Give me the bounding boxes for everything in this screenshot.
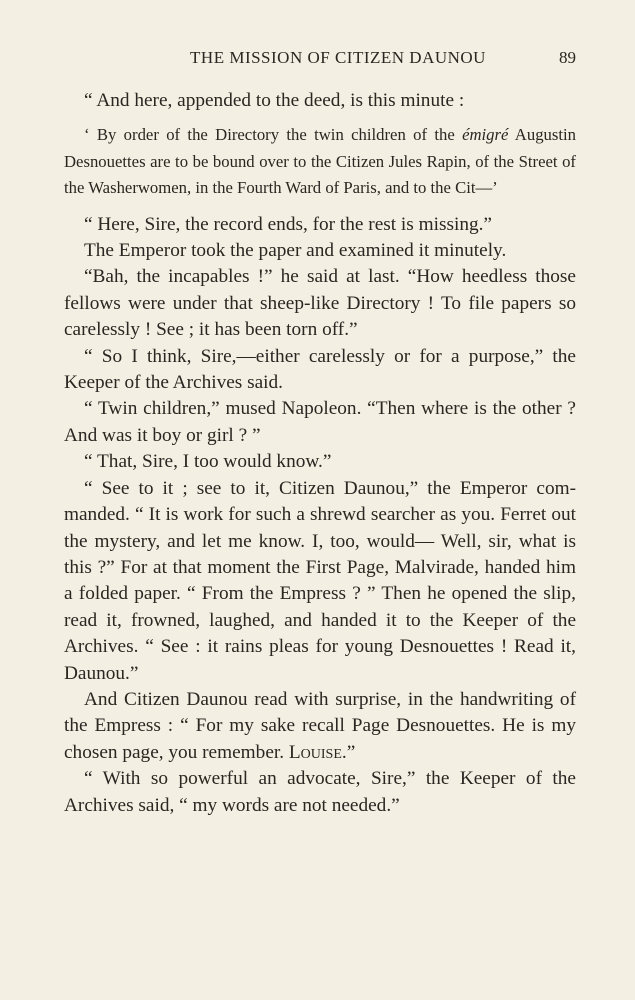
paragraph-text: And Citizen Daunou read with surprise, in the handwriting of the Empress : “ For my sake recall Page Desnouettes. He is my chosen page, you remember. <box>64 688 576 763</box>
running-title: THE MISSION OF CITIZEN DAUNOU <box>190 48 486 67</box>
running-head <box>64 48 576 74</box>
paragraph: “Bah, the incapables !” he said at last. “How heedless those fellows were under that sheep-like Directory ! To file papers so carelessly ! See ; it has been torn off.” <box>64 266 576 341</box>
paragraph: “ That, Sire, I too would know.” <box>84 451 332 473</box>
paragraph: “ See to it ; see to it, Citizen Daunou,” the Emperor commanded. “ It is work for such a shrewd searcher as you. Ferret out the mystery, and let me know. I, too, would— Well, sir, what is this ?” For at that moment the First Page, Malvirade, handed him a folded paper. “ From the Empress ? ” Then he opened the slip, read it, frowned, laughed, and handed it to the Keeper of the Archives. “ See : it rains pleas for young Desnouettes ! Read it, Daunou.” <box>64 477 576 684</box>
paragraph-text: .” <box>341 741 356 763</box>
signature-name: Louise <box>288 741 342 763</box>
quote-text: Augustin Desnouettes are to be bound over to the Citizen Jules Rapin, of the Street of the Washerwomen, in the Fourth Ward of Paris, and to the Cit—’ <box>64 125 577 198</box>
paragraph: “ So I think, Sire,—either carelessly or for a purpose,” the Keeper of the Archives said. <box>64 345 576 394</box>
paragraph: “ Here, Sire, the record ends, for the rest is missing.” <box>84 213 492 235</box>
page-number: 89 <box>559 48 576 67</box>
body-text <box>64 88 576 819</box>
paragraph <box>64 687 576 766</box>
quote-text: ‘ By order of the Directory the twin children of the <box>84 125 463 145</box>
paragraph: The Emperor took the paper and examined it minutely. <box>84 240 507 262</box>
quote-italic-word: émigré <box>462 125 509 145</box>
paragraph: “ And here, appended to the deed, is this minute : <box>84 90 465 111</box>
quoted-minute <box>64 122 576 201</box>
paragraph: “ Twin children,” mused Napoleon. “Then where is the other ? And was it boy or girl ? ” <box>64 398 576 446</box>
paragraph: “ With so powerful an advocate, Sire,” the Keeper of the Archives said, “ my words are not needed.” <box>64 768 576 816</box>
